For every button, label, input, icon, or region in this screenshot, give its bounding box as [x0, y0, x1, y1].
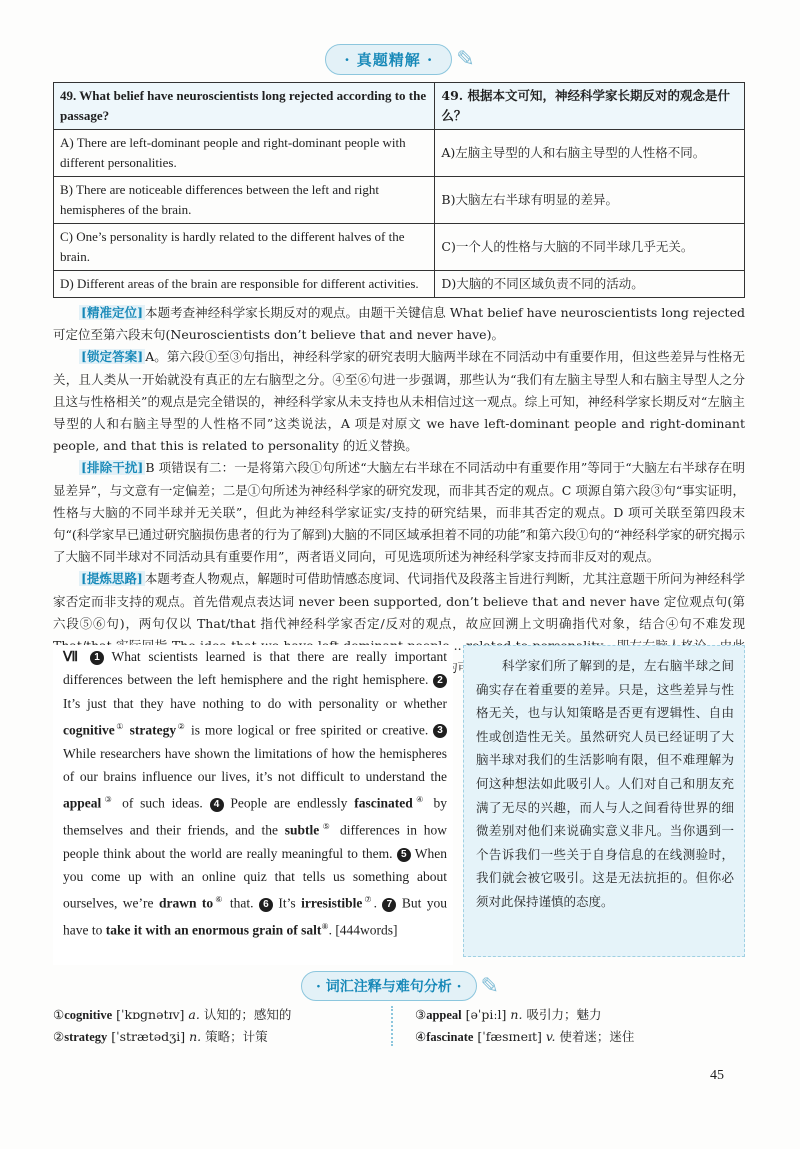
sentence: of such ideas. [122, 795, 203, 811]
vocab-ipa: [əˈpiːl] [465, 1007, 507, 1022]
vocab-word: fascinate [426, 1030, 474, 1044]
table-row [54, 271, 745, 298]
sentence: But you have to [63, 895, 448, 938]
vocab-item [415, 1026, 745, 1048]
quill-icon: ✎ [456, 46, 475, 72]
sentence: People are endlessly [230, 795, 348, 811]
table-row [54, 224, 745, 271]
vocab-banner-title: · 词汇注释与难句分析 · [301, 971, 477, 1001]
analysis-paragraph [53, 457, 745, 568]
tag-exclude: [排除干扰] [81, 460, 144, 476]
vocab-word: subtle [284, 822, 320, 838]
vocab-num: ② [53, 1029, 65, 1044]
sentence: . [373, 895, 377, 911]
analysis-text: 本题考查人物观点，解题时可借助情感态度词、代词指代及段落主旨进行判断，尤其注意题干所问为神经科学家否定而非支持的观点。首先借观点表达词 never been supported, don’t believe that and never have 定位观点句(第六段⑤⑥句)，两句仅以 That/that 指代神经科学家否定/反对的观点，故应回溯上文明确指代对象，结合④句不难发现 [53, 571, 745, 631]
vocab-meaning: 吸引力；魅力 [526, 1007, 602, 1022]
vocab-ipa: [ˈstrætədʒi] [111, 1029, 186, 1044]
option-a-zh: A)左脑主导型的人和右脑主导型的人性格不同。 [435, 130, 745, 177]
sentence-number-icon: 7 [382, 898, 396, 912]
table-row [54, 177, 745, 224]
vocab-word: strategy [129, 722, 177, 738]
vocab-word: strategy [64, 1030, 108, 1044]
page-number: 45 [710, 1068, 724, 1083]
analysis-text: 本题考查神经科学家长期反对的观点。由题干关键信息 What belief have neuroscientists long rejected 可定位至第六段末句(Neuroscientists don’t believe that and never have)。 [53, 305, 745, 343]
vocab-divider [391, 1006, 403, 1046]
passage-section [53, 645, 745, 965]
tag-thinking: [提炼思路] [81, 571, 143, 587]
sentence: While researchers have shown the limitations of how the hemispheres of our brains influence our lives, it’s not difficult to understand the [63, 745, 447, 784]
vocab-pos: n. [510, 1007, 523, 1022]
analysis-block [53, 302, 745, 679]
question-table [53, 82, 745, 298]
word-count: . [444words] [328, 922, 398, 938]
vocab-meaning: 使着迷；迷住 [559, 1029, 635, 1044]
vocab-meaning: 策略；计策 [205, 1029, 268, 1044]
tag-locate: [精准定位] [81, 305, 143, 320]
vocab-ipa: [ˈfæsɪneɪt] [477, 1029, 542, 1044]
tag-answer: [锁定答案] [81, 349, 144, 365]
vocab-item [53, 1004, 383, 1026]
option-b-zh: B)大脑左右半球有明显的差异。 [435, 177, 745, 224]
sentence-number-icon: 2 [433, 674, 447, 688]
option-d-zh: D)大脑的不同区域负责不同的活动。 [435, 271, 745, 298]
vocab-item [415, 1004, 745, 1026]
vocab-num: ① [53, 1007, 65, 1022]
option-b-en: B) There are noticeable differences between the left and right hemispheres of the brain. [54, 177, 435, 224]
sentence-number-icon: 4 [210, 798, 224, 812]
vocab-word: appeal [63, 795, 102, 811]
analysis-paragraph [53, 302, 745, 346]
analysis-text: A。第六段①至③句指出，神经科学家的研究表明大脑两半球在不同活动中有重要作用，但这些差异与性格无关，且人类从一开始就没有真正的左右脑型之分。④至⑥句进一步强调，那些认为“我们有左脑主导型人和右脑主导型人之分且这与性格相关”的观点是完全错误的，神经科学家从未支持也从未相信过这一观点。综上可知，神经科学家长期反对“左脑主导型的人和右脑主导型的人性格不同”这类说法，A 项是对原文 we have left-dominant people and right-dominant people, and that this is related to personality 的近义替换。 [53, 349, 745, 454]
vocab-item [53, 1026, 383, 1048]
vocab-word: drawn to [158, 895, 214, 911]
section-banner-zhenti [310, 44, 490, 74]
sentence: differences in how people think about the world are really meaningful to them. [63, 822, 448, 861]
option-a-en: A) There are left-dominant people and right-dominant people with different personalities. [54, 130, 435, 177]
vocab-word: fascinated [354, 795, 413, 811]
quill-icon: ✎ [480, 973, 499, 999]
vocab-num: ③ [415, 1007, 427, 1022]
sentence: is more logical or free spirited or creative. [191, 722, 429, 738]
vocab-meaning: 认知的；感知的 [203, 1007, 292, 1022]
sentence: When you come up with an online quiz that tells us something about ourselves, we’re [63, 845, 448, 911]
translation-text: 科学家们所了解到的是，左右脑半球之间确实存在着重要的差异。只是，这些差异与性格无关，也与认知策略是否更有逻辑性、自由性或创造性无关。虽然研究人员已经证明了大脑半球对我们的生活影响有限，但不难理解为何这种想法如此吸引人。人们对自己和朋友充满了无尽的兴趣，而人与人之间看待世界的细微差别对他们来说确实意义非凡。当你遇到一个告诉我们一些关于自身信息的在线测验时，我们就会被它吸引。这是无法抗拒的。但你必须对此保持谨慎的态度。 [476, 658, 734, 909]
banner-title: · 真题精解 · [325, 44, 452, 75]
vocab-ipa: [ˈkɒɡnətɪv] [116, 1007, 185, 1022]
option-c-en: C) One’s personality is hardly related to the different halves of the brain. [54, 224, 435, 271]
section-banner-vocab [270, 972, 530, 1000]
vocab-word: with an enormous grain of salt [145, 922, 322, 938]
sentence-number-icon: 3 [433, 724, 447, 738]
sentence: It’s [278, 895, 296, 911]
vocab-word: cognitive [64, 1008, 113, 1022]
vocab-pos: a. [188, 1007, 200, 1022]
vocab-word: appeal [426, 1008, 462, 1022]
vocab-column [415, 1004, 745, 1048]
vocab-column [53, 1004, 383, 1048]
passage-english: Ⅶ 1 What scientists learned is that there are really important differences between the left hemisphere and the right hemisphere. 2 It’s just that they have nothing to do with personality or whether cognitive① strategy② is more logical or free spirited or creative. 3 While researchers have shown the limitations of how the hemispheres of our brains influence our lives, it’s not difficult to understand the appeal③ of such ideas. 4 People are endlessly fascinated④ by themselves and their friends, and the subtle⑤ differences in how people think about the world are really meaningful to them. 5 When you come up with an online quiz that tells us something about ourselves, we’re drawn to⑥ that. 6 It’s irresistible⑦. 7 But you have to take it with an enormous grain of salt⑧. [444words] [53, 645, 453, 965]
sentence-number-icon: 1 [90, 651, 104, 665]
table-row [54, 130, 745, 177]
sentence: What scientists learned is that there are really important differences between the left hemisphere and the right hemisphere. [63, 649, 447, 688]
question-en: 49. What belief have neuroscientists long rejected according to the passage? [54, 83, 435, 130]
option-c-zh: C)一个人的性格与大脑的不同半球几乎无关。 [435, 224, 745, 271]
vocab-word: cognitive [63, 722, 115, 738]
sentence: by themselves and their friends, and the [63, 795, 448, 838]
analysis-paragraph [53, 346, 745, 457]
sentence: that. [229, 895, 254, 911]
vocab-num: ④ [415, 1029, 427, 1044]
table-row [54, 83, 745, 130]
option-d-en: D) Different areas of the brain are responsible for different activities. [54, 271, 435, 298]
question-zh: 49. 根据本文可知，神经科学家长期反对的观念是什么？ [435, 83, 745, 130]
analysis-text: B 项错误有二：一是将第六段①句所述“大脑左右半球在不同活动中有重要作用”等同于“大脑左右半球存在明显差异”，与文意有一定偏差；二是①句所述为神经科学家的研究发现，而非其否定的观点。C 项源自第六段③句“事实证明，性格与大脑的不同半球并无关联”，但此为神经科学家证实/支持的研究结果，而非其否定的观点。D 项可关联至第四段末句“(科学家早已通过研究脑损伤患者的行为了解到)大脑的不同区域承担着不同的功能”和第六段①句的“神经科学家的研究揭示了大脑不同半球对不同活动具有重要作用”，两者语义同向，可见选项所述为神经科学家支持而非反对的观点。 [53, 460, 745, 565]
translation-panel [463, 645, 745, 957]
sentence-number-icon: 5 [397, 848, 411, 862]
vocab-word: take it [105, 922, 143, 938]
vocab-word: irresistible [301, 895, 363, 911]
sentence: It’s just that they have nothing to do with personality or whether [63, 695, 447, 711]
vocab-pos: v. [545, 1029, 556, 1044]
sentence-number-icon: 6 [259, 898, 273, 912]
vocab-pos: n. [189, 1029, 202, 1044]
paragraph-label: Ⅶ [63, 649, 83, 664]
